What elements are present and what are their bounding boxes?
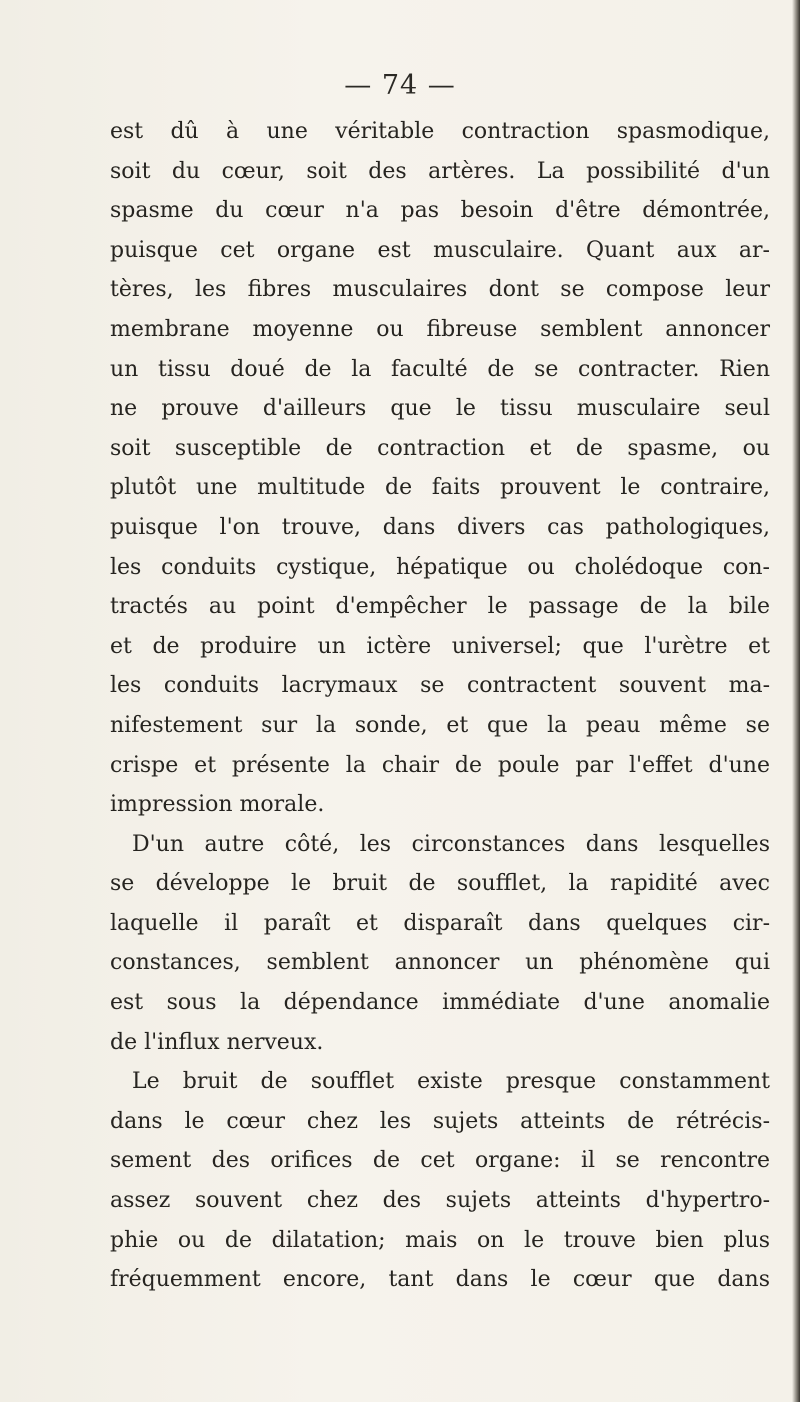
paragraph-end-line: de l'influx nerveux. [110,1029,324,1055]
body-text [110,112,770,1300]
text-line: puisque l'on trouve, dans divers cas pathologiques, [110,514,770,540]
text-line: se développe le bruit de soufflet, la rapidité avec [110,871,770,897]
paragraph-end-line: impression morale. [110,792,325,818]
text-line: les conduits cystique, hépatique ou cholédoque con- [110,554,770,580]
text-line: est dû à une véritable contraction spasmodique, [110,119,770,144]
text-line: puisque cet organe est musculaire. Quant aux ar- [110,237,770,263]
text-line: spasme du cœur n'a pas besoin d'être démontrée, [110,198,770,224]
text-line: constances, semblent annoncer un phénomène qui [110,950,770,976]
text-line: ne prouve d'ailleurs que le tissu musculaire seul [110,396,770,422]
page-number: — 74 — [344,70,456,101]
text-line: tractés au point d'empêcher le passage de la bile [110,594,770,620]
text-line: nifestement sur la sonde, et que la peau même se [110,712,770,738]
text-line: les conduits lacrymaux se contractent souvent ma- [110,673,770,699]
text-line: un tissu doué de la faculté de se contracter. Rien [110,356,770,382]
text-line: soit susceptible de contraction et de spasme, ou [110,435,770,461]
text-line: fréquemment encore, tant dans le cœur que dans [110,1267,770,1293]
text-line: et de produire un ictère universel; que l'urètre et [110,633,770,659]
page-edge-shadow [792,0,800,1402]
paragraph-start-line: Le bruit de soufflet existe presque constamment [132,1069,770,1095]
text-line: membrane moyenne ou fibreuse semblent annoncer [110,316,770,342]
text-line: soit du cœur, soit des artères. La possibilité d'un [110,158,770,184]
text-line: assez souvent chez des sujets atteints d'hypertro- [110,1188,770,1214]
text-line: crispe et présente la chair de poule par l'effet d'une [110,752,770,778]
text-line: est sous la dépendance immédiate d'une anomalie [110,990,770,1016]
text-line: sement des orifices de cet organe: il se rencontre [110,1148,770,1174]
text-line: dans le cœur chez les sujets atteints de rétrécis- [110,1108,770,1134]
text-line: plutôt une multitude de faits prouvent le contraire, [110,475,770,501]
paragraph-start-line: D'un autre côté, les circonstances dans lesquelles [132,831,770,857]
text-line: phie ou de dilatation; mais on le trouve bien plus [110,1227,770,1253]
text-line: tères, les fibres musculaires dont se compose leur [110,277,770,303]
text-line: laquelle il paraît et disparaît dans quelques cir- [110,910,770,936]
